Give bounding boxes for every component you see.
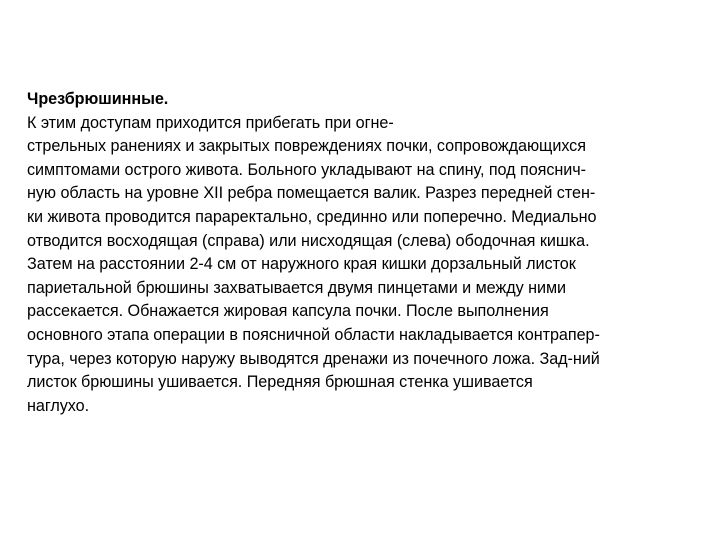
text-line: рассекается. Обнажается жировая капсула почки. После выполнения [27, 302, 549, 321]
text-line: тура, через которую наружу выводятся дренажи из почечного ложа. Зад-ний [27, 349, 600, 368]
text-line: основного этапа операции в поясничной области накладывается контрапер- [27, 325, 600, 344]
text-line: Затем на расстоянии 2-4 см от наружного края кишки дорзальный листок [27, 255, 576, 274]
text-line: стрельных ранениях и закрытых повреждениях почки, сопровождающихся [27, 137, 586, 156]
text-line: листок брюшины ушивается. Передняя брюшная стенка ушивается [27, 373, 533, 392]
text-line: ки живота проводится параректально, срединно или поперечно. Медиально [27, 207, 597, 226]
text-line: К этим доступам приходится прибегать при огне- [27, 113, 394, 132]
section-heading: Чрезбрюшинные. [27, 90, 169, 108]
text-line: наглухо. [27, 396, 90, 415]
text-line: отводится восходящая (справа) или нисходящая (слева) ободочная кишка. [27, 231, 590, 250]
text-line: париетальной брюшины захватывается двумя пинцетами и между ними [27, 278, 567, 297]
text-line: симптомами острого живота. Больного укладывают на спину, под пояснич- [27, 160, 587, 179]
body-text [27, 88, 707, 418]
text-line: ную область на уровне XII ребра помещается валик. Разрез передней стен- [27, 184, 596, 203]
